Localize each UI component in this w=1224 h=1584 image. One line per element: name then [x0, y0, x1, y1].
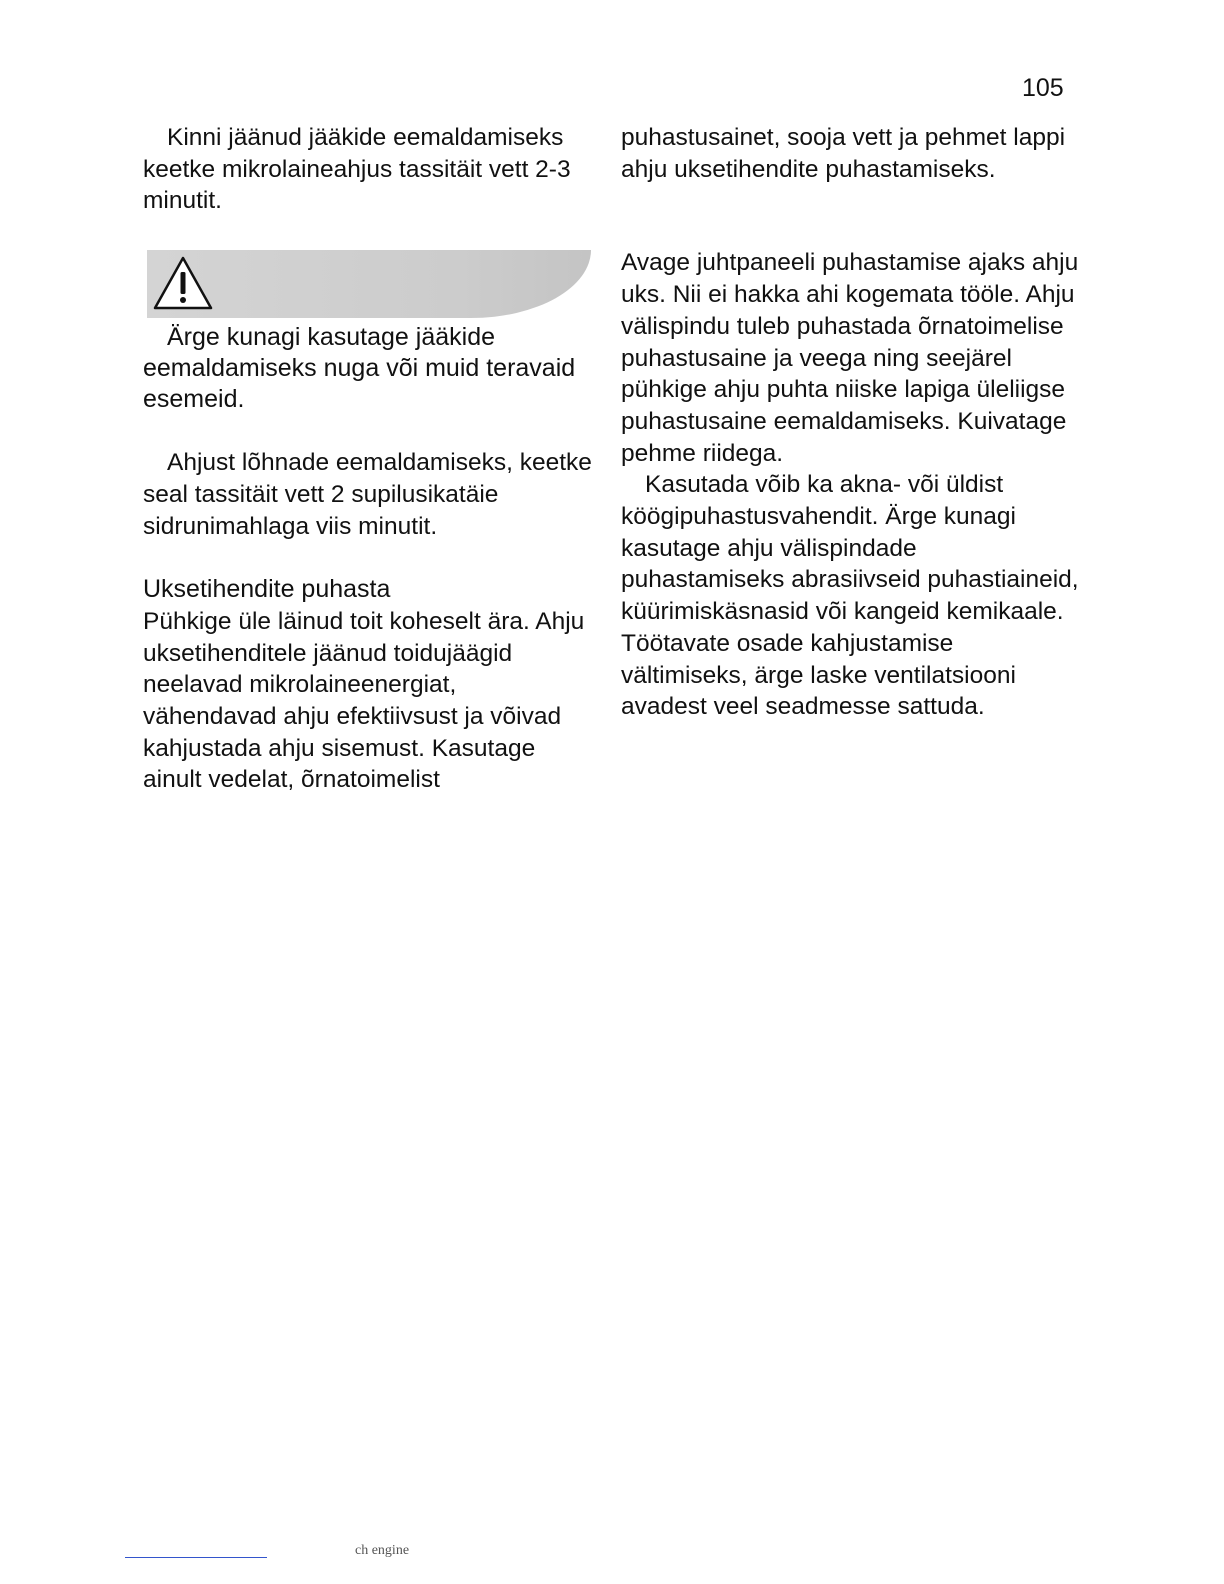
section-heading: Uksetihendite puhasta	[143, 575, 391, 604]
paragraph-door-seals-continued: puhastusainet, sooja vett ja pehmet lappi ahju uksetihendite puhastamiseks.	[621, 124, 1066, 183]
left-column	[143, 122, 593, 796]
warning-banner	[147, 250, 591, 318]
footer-text: ch engine	[355, 1543, 410, 1558]
warning-triangle-icon	[151, 254, 215, 312]
paragraph-remove-residue: Kinni jäänud jääkide eemaldamiseks keetke mikrolaineahjus tassitäit vett 2-3 minutit.	[143, 124, 571, 215]
paragraph-control-panel: Avage juhtpaneeli puhastamise ajaks ahju uks. Nii ei hakka ahi kogemata tööle. Ahju välispindu tuleb puhastada õrnatoimelise puhastusaine ja veega ning seejärel pühkige ahju puhta niiske lapiga üleliigse puhastusaine eemaldamiseks. Kuivatage pehme riidega.	[621, 249, 1079, 467]
paragraph-cleaning-agents: Kasutada võib ka akna- või üldist köögipuhastusvahendit. Ärge kunagi kasutage ahju välispindade puhastamiseks abrasiivseid puhastiaineid, küürimiskäsnasid või kangeid kemikaale. Töötavate osade kahjustamise vältimiseks, ärge laske ventilatsiooni avadest veel seadmesse sattuda.	[621, 471, 1079, 721]
footer-link-underline[interactable]	[125, 1557, 267, 1558]
paragraph-remove-odors: Ahjust lõhnade eemaldamiseks, keetke seal tassitäit vett 2 supilusikatäie sidrunimahlaga viis minutit.	[143, 449, 592, 540]
page-number: 105	[1022, 74, 1064, 102]
warning-text: Ärge kunagi kasutage jääkide eemaldamiseks nuga või muid teravaid esemeid.	[143, 323, 576, 414]
right-column	[621, 122, 1081, 723]
paragraph-door-seals: Pühkige üle läinud toit koheselt ära. Ahju uksetihenditele jäänud toidujäägid neelavad mikrolaineenergiat, vähendavad ahju efektiivsust ja võivad kahjustada ahju sisemust. Kasutage ainult vedelat, õrnatoimelist	[143, 607, 585, 794]
